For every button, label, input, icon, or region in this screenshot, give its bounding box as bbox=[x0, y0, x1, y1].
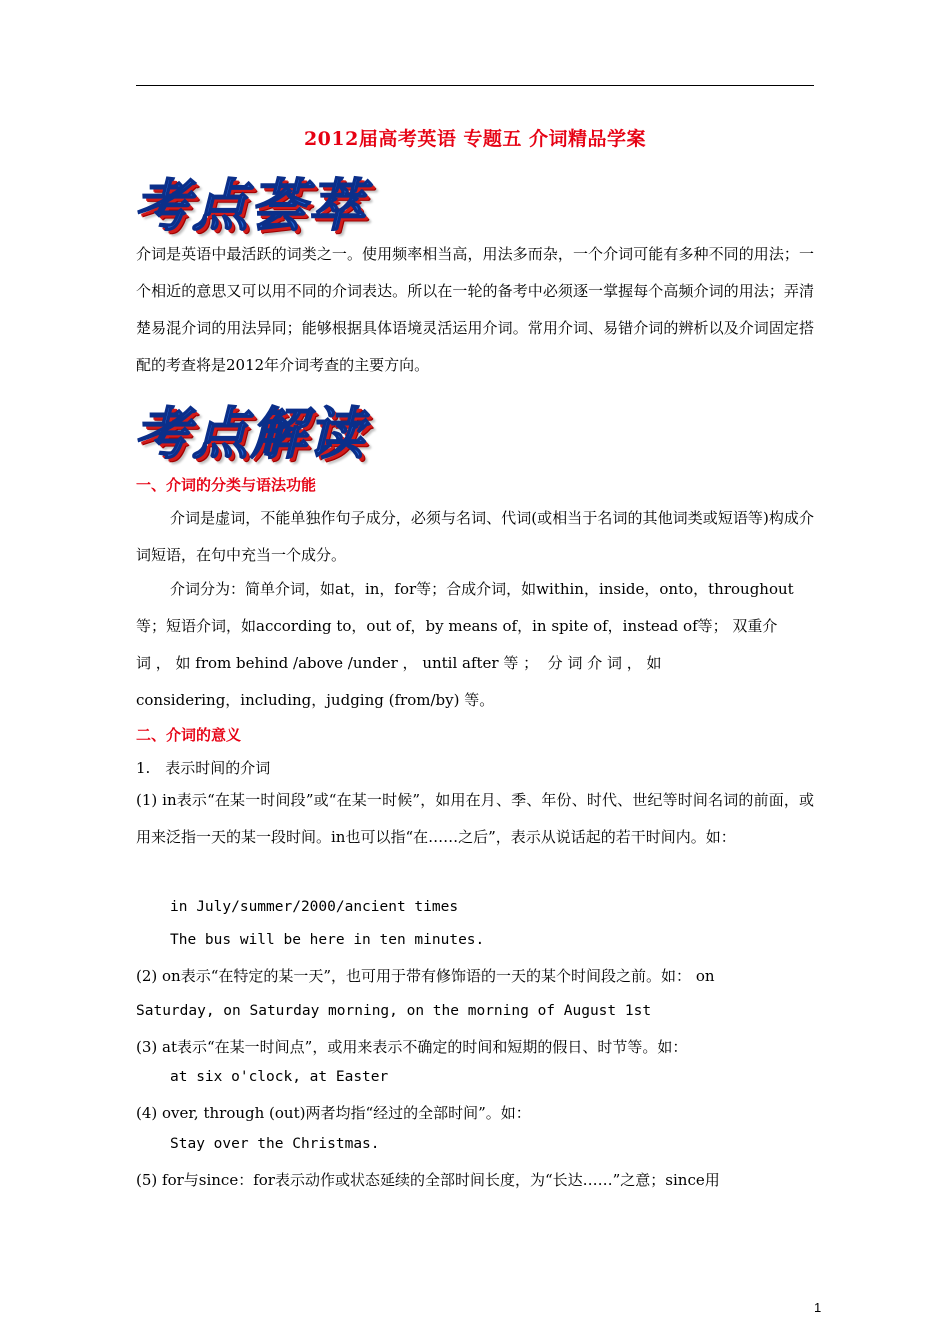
section-1-paragraph-2-line-2: 等；短语介词，如according to，out of，by means of，in spite of，instead of等； 双重介 bbox=[136, 617, 778, 635]
item-1-2-line-1: (2) on表示“在特定的某一天”，也可用于带有修饰语的一天的某个时间段之前。如： on bbox=[136, 967, 715, 985]
section-1-paragraph-2-line-3: 词 ， 如 from behind /above /under ， until after 等 ； 分 词 介 词 ， 如 bbox=[136, 654, 662, 672]
example-4: Stay over the Christmas. bbox=[170, 1136, 380, 1152]
section-1-paragraph-2-line-1: 介词分为：简单介词，如at，in，for等；合成介词，如within，inside，onto，throughout bbox=[170, 580, 794, 598]
example-1: in July/summer/2000/ancient times bbox=[170, 899, 459, 915]
item-1-5-text: (5) for与since：for表示动作或状态延续的全部时间长度，为“长达……”之意；since用 bbox=[136, 1171, 720, 1189]
section-2-heading: 二、介词的意义 bbox=[136, 726, 242, 744]
item-1-2-line-2: Saturday, on Saturday morning, on the morning of August 1st bbox=[136, 1003, 652, 1019]
section-1-heading: 一、介词的分类与语法功能 bbox=[136, 476, 317, 494]
banner-kaodian-jiedu: 考点解读 bbox=[134, 401, 366, 467]
item-1-4-text: (4) over, through (out)两者均指“经过的全部时间”。如： bbox=[136, 1104, 531, 1122]
example-3: at six o'clock, at Easter bbox=[170, 1069, 389, 1085]
item-1-heading: 1. 表示时间的介词 bbox=[136, 759, 271, 777]
example-2: The bus will be here in ten minutes. bbox=[170, 932, 485, 948]
item-1-3-text: (3) at表示“在某一时间点”，或用来表示不确定的时间和短期的假日、时节等。如： bbox=[136, 1038, 688, 1056]
item-1-1-text: (1) in表示“在某一时间段”或“在某一时候”，如用在月、季、年份、时代、世纪等时间名词的前面，或用来泛指一天的某一段时间。in也可以指“在……之后”，表示从说话起的若干时间内。如： bbox=[136, 791, 814, 846]
section-1-paragraph-1: 介词是虚词，不能单独作句子成分，必须与名词、代词(或相当于名词的其他词类或短语等)构成介词短语，在句中充当一个成分。 bbox=[136, 509, 814, 564]
document-title: 2012届高考英语 专题五 介词精品学案 bbox=[303, 128, 647, 150]
intro-paragraph: 介词是英语中最活跃的词类之一。使用频率相当高，用法多而杂，一个介词可能有多种不同的用法；一个相近的意思又可以用不同的介词表达。所以在一轮的备考中必须逐一掌握每个高频介词的用法；弄清楚易混介词的用法异同；能够根据具体语境灵活运用介词。常用介词、易错介词的辨析以及介词固定搭配的考查将是2012年介词考查的主要方向。 bbox=[136, 245, 814, 374]
header-rule bbox=[136, 85, 814, 86]
section-1-paragraph-2-line-4: considering，including，judging (from/by) 等。 bbox=[136, 691, 495, 709]
page-number: 1 bbox=[814, 1300, 822, 1315]
banner-kaodian-huicui: 考点荟萃 bbox=[134, 173, 366, 239]
